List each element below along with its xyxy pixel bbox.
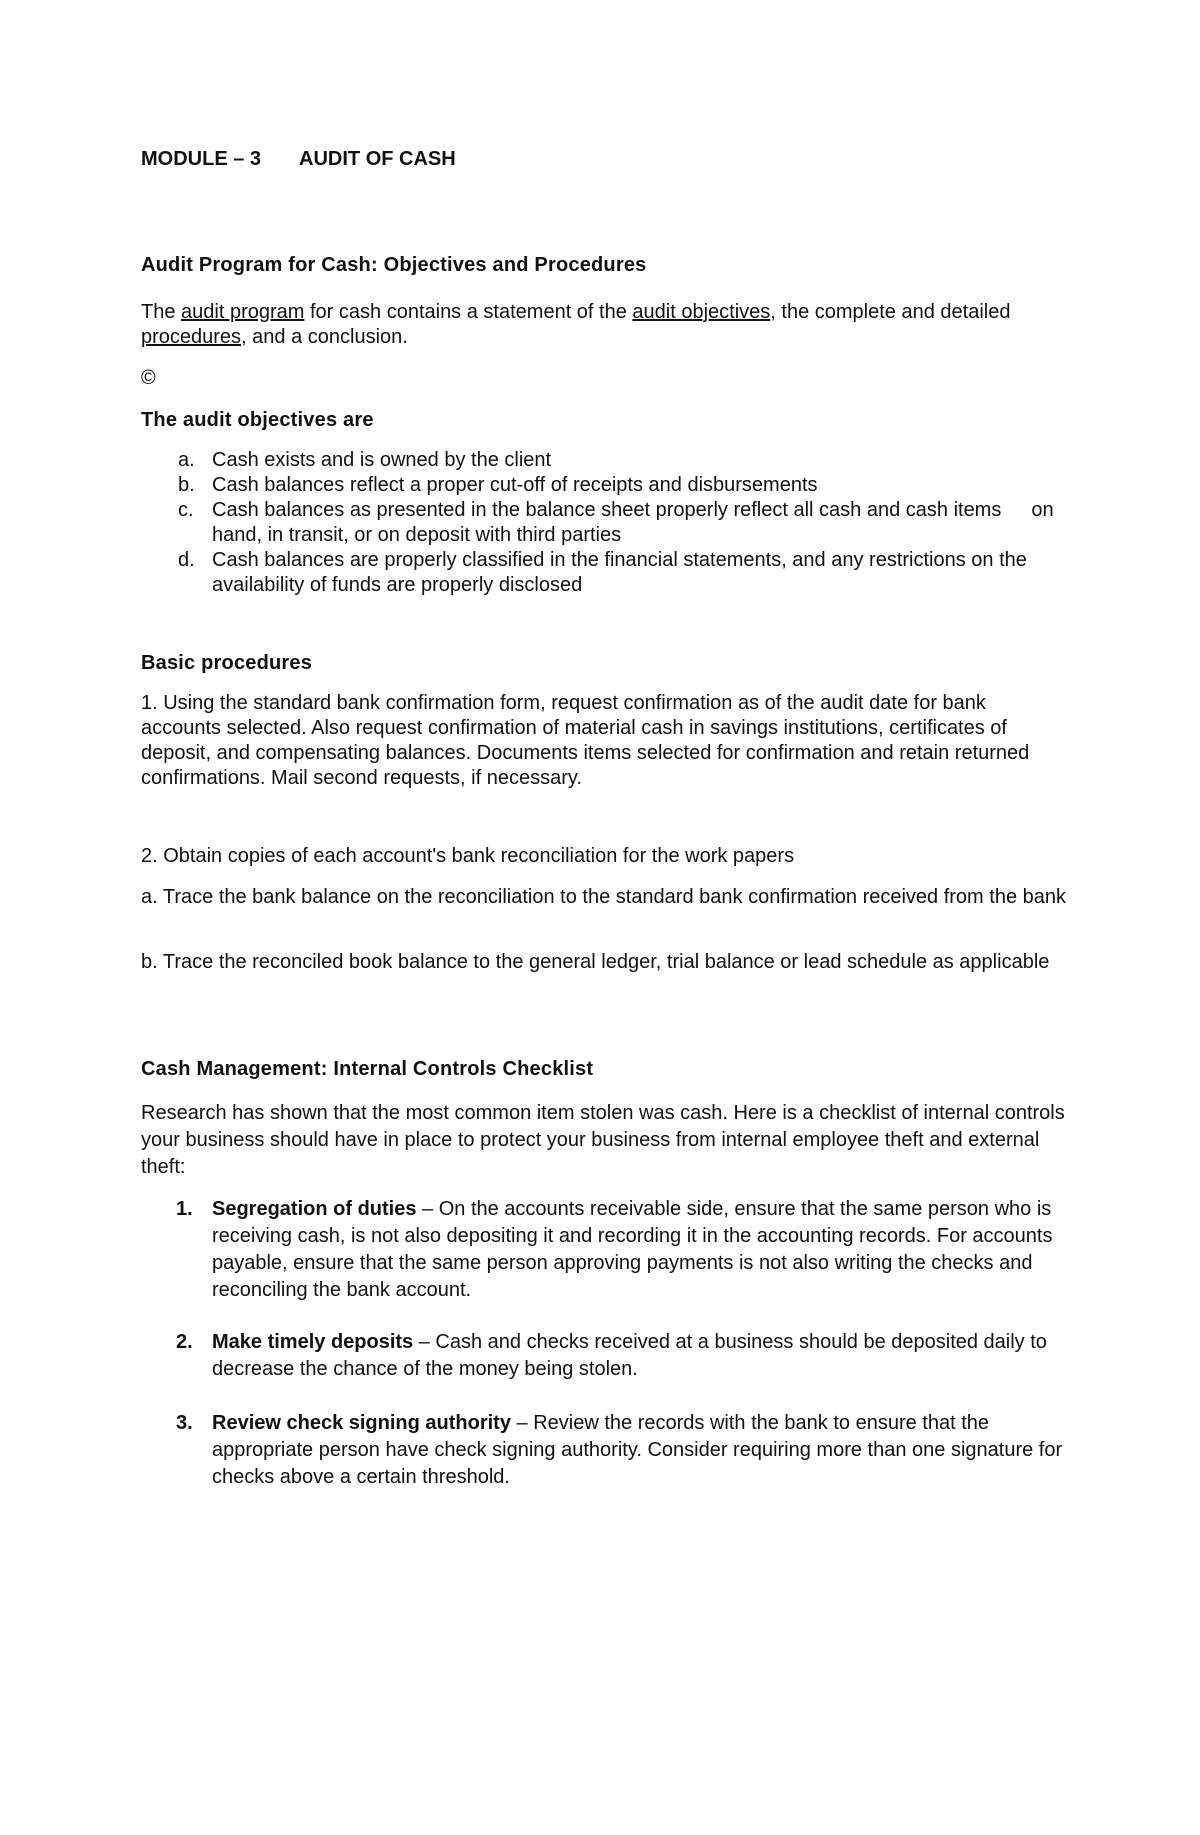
procedure-step-1	[141, 691, 1071, 791]
checklist-item-3	[141, 1410, 1071, 1491]
list-item-text: Cash balances as presented in the balance sheet properly reflect all cash and cash items	[212, 499, 1002, 521]
audit-program-link[interactable]: audit program	[181, 301, 305, 323]
checklist-intro	[141, 1100, 1071, 1181]
list-item-text: Cash balances are properly classified in the financial statements, and any restrictions on the availability of funds are properly disclosed	[212, 549, 1027, 596]
basic-procedures-heading: Basic procedures	[141, 652, 313, 674]
module-number: MODULE – 3	[141, 148, 262, 170]
list-item	[141, 473, 1071, 498]
list-marker: 3.	[176, 1412, 193, 1434]
audit-objectives-link[interactable]: audit objectives	[632, 301, 771, 323]
text-run: , and a conclusion.	[241, 326, 408, 348]
checklist-item-2	[141, 1329, 1071, 1383]
list-marker: 1.	[176, 1198, 193, 1220]
audit-program-paragraph	[141, 300, 1071, 350]
checklist-text: – Review the records with the bank to ensure that the appropriate person have check signing authority. Consider requiring more than one signature for checks above a certain threshold.	[212, 1412, 1063, 1488]
procedure-step-1-text: 1. Using the standard bank confirmation form, request confirmation as of the audit date for bank accounts selected. Also request confirmation of material cash in savings institutions, certificates of deposit, and compensating balances. Documents items selected for confirmation and retain returned confirmations. Mail second requests, if necessary.	[141, 692, 1030, 789]
list-item	[141, 448, 1071, 473]
procedure-step-2a	[141, 885, 1071, 910]
checklist-term: Segregation of duties	[212, 1198, 417, 1220]
list-marker: a.	[178, 449, 195, 471]
procedure-step-2-text: 2. Obtain copies of each account's bank reconciliation for the work papers	[141, 845, 795, 867]
list-item	[141, 1329, 1071, 1383]
checklist-heading: Cash Management: Internal Controls Checklist	[141, 1058, 594, 1080]
checklist-intro-text: Research has shown that the most common item stolen was cash. Here is a checklist of internal controls your business should have in place to protect your business from internal employee theft and external theft:	[141, 1102, 1065, 1178]
checklist-term: Make timely deposits	[212, 1331, 414, 1353]
procedure-step-2b	[141, 950, 1071, 975]
module-name: AUDIT OF CASH	[299, 148, 456, 170]
copyright-text: ©	[141, 367, 156, 389]
list-item	[141, 1410, 1071, 1491]
checklist-item-1	[141, 1196, 1071, 1304]
basic-procedures-heading-block	[141, 651, 1071, 676]
list-marker: c.	[178, 499, 194, 521]
list-item	[141, 548, 1071, 598]
checklist-term: Review check signing authority	[212, 1412, 511, 1434]
list-item-text: Cash exists and is owned by the client	[212, 449, 552, 471]
procedure-step-2b-text: b. Trace the reconciled book balance to the general ledger, trial balance or lead schedule as applicable	[141, 951, 1050, 973]
list-marker: b.	[178, 474, 195, 496]
module-title	[141, 147, 456, 172]
objectives-heading-block	[141, 408, 1071, 433]
list-item	[141, 1196, 1071, 1304]
checklist-heading-block	[141, 1057, 1071, 1082]
text-run: , the complete and detailed	[770, 301, 1011, 323]
copyright-symbol	[141, 366, 1071, 391]
text-run: for cash contains a statement of the	[304, 301, 633, 323]
objectives-heading: The audit objectives are	[141, 409, 374, 431]
procedures-link[interactable]: procedures	[141, 326, 242, 348]
text-run: The	[141, 301, 182, 323]
procedure-step-2a-text: a. Trace the bank balance on the reconciliation to the standard bank confirmation received from the bank	[141, 886, 1066, 908]
list-item	[141, 498, 1071, 548]
procedure-step-2	[141, 844, 1071, 869]
checklist-text: – Cash and checks received at a business should be deposited daily to decrease the chance of the money being stolen.	[212, 1331, 1047, 1380]
audit-program-section	[141, 253, 1071, 278]
list-marker: d.	[178, 549, 195, 571]
objectives-list	[141, 448, 1071, 598]
list-marker: 2.	[176, 1331, 193, 1353]
audit-program-heading: Audit Program for Cash: Objectives and Procedures	[141, 254, 647, 276]
checklist-text: – On the accounts receivable side, ensure that the same person who is receiving cash, is not also depositing it and recording it in the accounting records. For accounts payable, ensure that the same person approving payments is not also writing the checks and reconciling the bank account.	[212, 1198, 1053, 1301]
list-item-text-continued: on hand, in transit, or on deposit with third parties	[212, 499, 1054, 546]
list-item-text: Cash balances reflect a proper cut-off of receipts and disbursements	[212, 474, 818, 496]
